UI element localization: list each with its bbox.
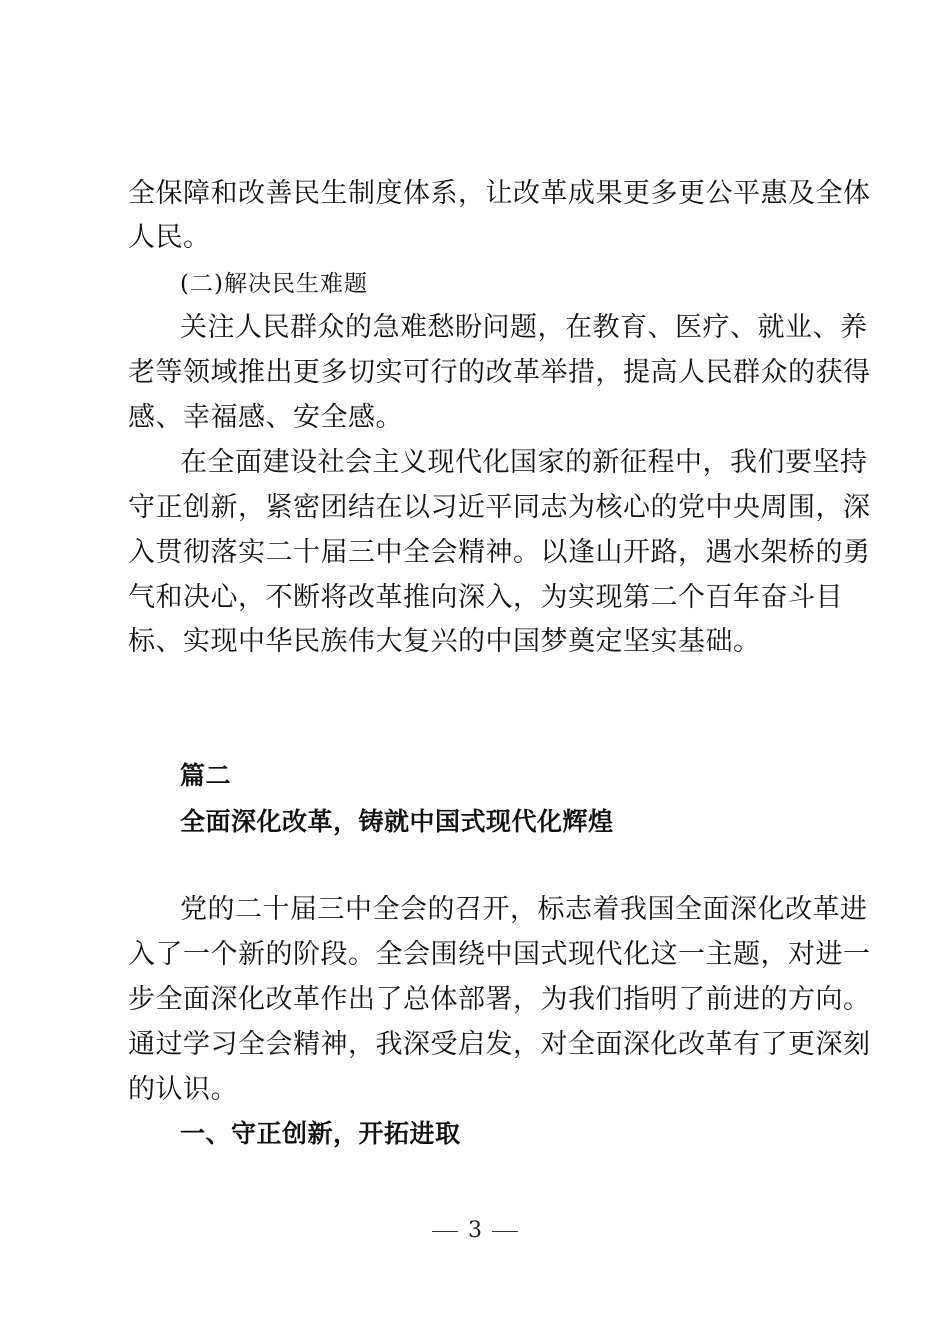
- section-title: 全面深化改革，铸就中国式现代化辉煌: [180, 807, 614, 836]
- paragraph-line: 感、幸福感、安全感。: [128, 402, 403, 433]
- paragraph-line: 入了一个新的阶段。全会围绕中国式现代化这一主题，对进一: [128, 939, 871, 970]
- section-label: 篇二: [180, 761, 232, 790]
- paragraph-line: 通过学习全会精神，我深受启发，对全面深化改革有了更深刻: [128, 1029, 871, 1060]
- subheading: (二)解决民生难题: [180, 271, 368, 297]
- paragraph-line: 党的二十届三中全会的召开，标志着我国全面深化改革进: [180, 894, 868, 925]
- heading-one: 一、守正创新，开拓进取: [180, 1119, 461, 1148]
- dash-left-icon: [432, 1231, 458, 1232]
- paragraph-line: 关注人民群众的急难愁盼问题，在教育、医疗、就业、养: [180, 312, 868, 343]
- page-number: 3: [468, 1218, 482, 1243]
- paragraph-line: 的认识。: [128, 1074, 238, 1105]
- paragraph-line: 步全面深化改革作出了总体部署，为我们指明了前进的方向。: [128, 984, 871, 1015]
- paragraph-line: 老等领域推出更多切实可行的改革举措，提高人民群众的获得: [128, 357, 871, 388]
- paragraph-line: 人民。: [128, 222, 211, 253]
- dash-right-icon: [492, 1231, 518, 1232]
- paragraph-line: 守正创新，紧密团结在以习近平同志为核心的党中央周围，深: [128, 492, 871, 523]
- paragraph-line: 全保障和改善民生制度体系，让改革成果更多更公平惠及全体: [128, 178, 871, 209]
- paragraph-line: 在全面建设社会主义现代化国家的新征程中，我们要坚持: [180, 447, 868, 478]
- paragraph-line: 气和决心，不断将改革推向深入，为实现第二个百年奋斗目: [128, 582, 843, 613]
- page-footer: [0, 1214, 950, 1248]
- paragraph-line: 入贯彻落实二十届三中全会精神。以逢山开路，遇水架桥的勇: [128, 537, 871, 568]
- paragraph-line: 标、实现中华民族伟大复兴的中国梦奠定坚实基础。: [128, 626, 761, 657]
